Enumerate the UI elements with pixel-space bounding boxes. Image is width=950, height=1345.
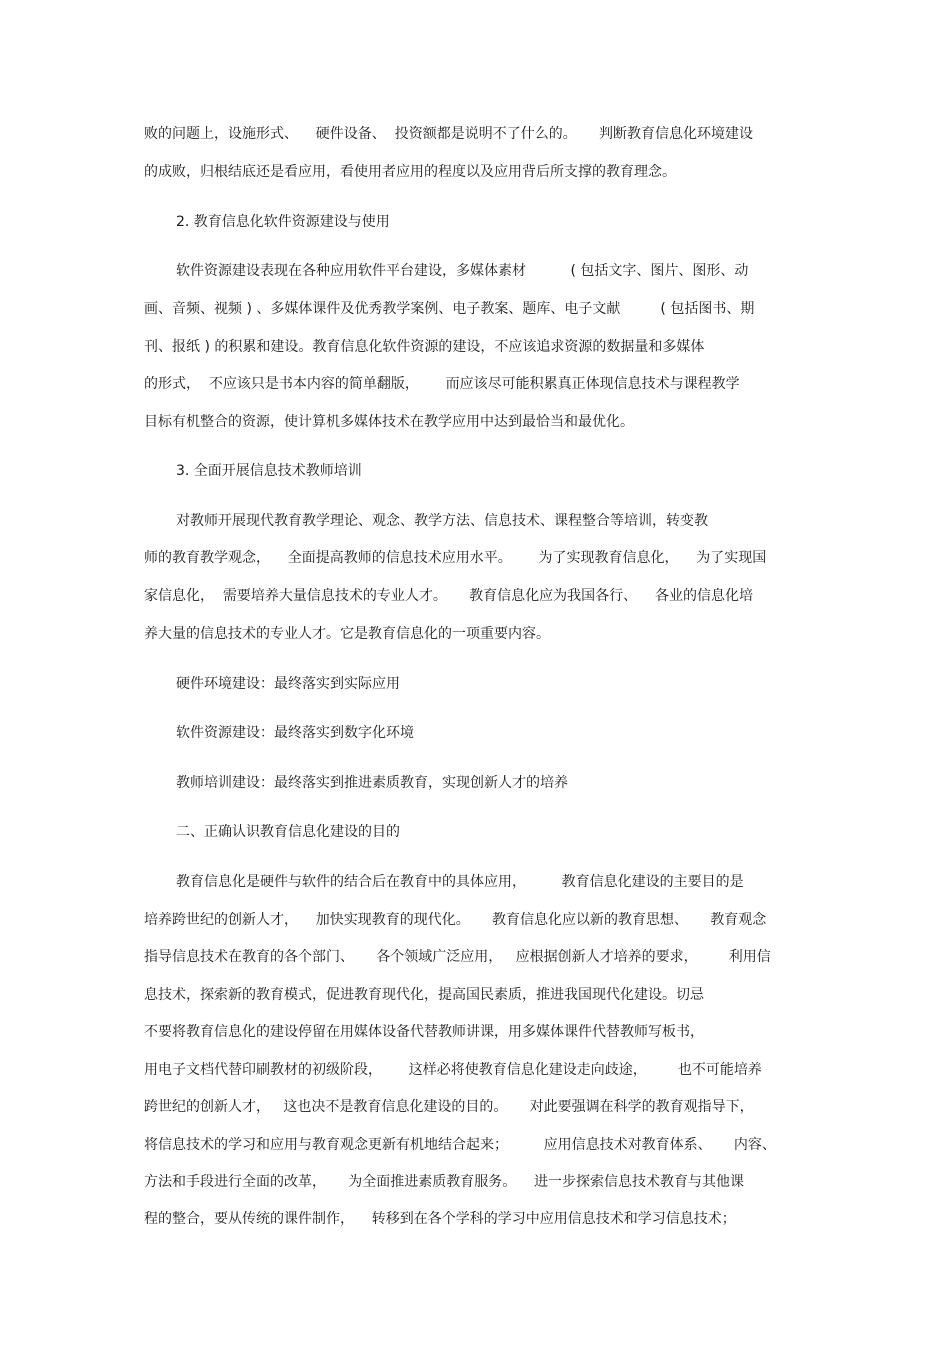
text-line: 方法和手段进行全面的改革， 为全面推进素质教育服务。 进一步探索信息技术教育与其他课 bbox=[144, 1174, 745, 1190]
text-line: 教育信息化是硬件与软件的结合后在教育中的具体应用， 教育信息化建设的主要目的是 bbox=[176, 874, 744, 890]
text-line: 败的问题上，设施形式、 硬件设备、 投资额都是说明不了什么的。 判断教育信息化环境建设 bbox=[144, 126, 753, 142]
text-line: 养大量的信息技术的专业人才。它是教育信息化的一项重要内容。 bbox=[144, 626, 550, 642]
text-line: 培养跨世纪的创新人才， 加快实现教育的现代化。 教育信息化应以新的教育思想、 教育观念 bbox=[144, 912, 767, 928]
text-line: 家信息化， 需要培养大量信息技术的专业人才。 教育信息化应为我国各行、 各业的信息化培 bbox=[144, 588, 753, 604]
section-heading: 二、正确认识教育信息化建设的目的 bbox=[176, 824, 400, 840]
text-line: 画、音频、视频 ) 、多媒体课件及优秀教学案例、电子教案、题库、电子文献 ( 包括图书、期 bbox=[144, 301, 755, 317]
text-line: 的形式， 不应该只是书本内容的简单翻版， 而应该尽可能积累真正体现信息技术与课程教学 bbox=[144, 376, 740, 392]
text-line: 目标有机整合的资源，使计算机多媒体技术在教学应用中达到最恰当和最优化。 bbox=[144, 414, 634, 430]
text-line: 将信息技术的学习和应用与教育观念更新有机地结合起来； 应用信息技术对教育体系、 内容、 bbox=[144, 1137, 776, 1153]
text-line: 刊、报纸 ) 的积累和建设。教育信息化软件资源的建设，不应该追求资源的数据量和多媒体 bbox=[144, 339, 705, 355]
summary-line: 软件资源建设：最终落实到数字化环境 bbox=[176, 725, 414, 741]
text-line: 软件资源建设表现在各种应用软件平台建设，多媒体素材 ( 包括文字、图片、图形、动 bbox=[176, 263, 749, 279]
text-line: 用电子文档代替印刷教材的初级阶段， 这样必将使教育信息化建设走向歧途， 也不可能培养 bbox=[144, 1062, 762, 1078]
text-line: 不要将教育信息化的建设停留在用媒体设备代替教师讲课，用多媒体课件代替教师写板书， bbox=[144, 1024, 704, 1040]
text-line: 程的整合，要从传统的课件制作， 转移到在各个学科的学习中应用信息技术和学习信息技术； bbox=[144, 1211, 736, 1227]
section-heading: 2. 教育信息化软件资源建设与使用 bbox=[176, 214, 390, 230]
text-line: 师的教育教学观念， 全面提高教师的信息技术应用水平。 为了实现教育信息化， 为了实现国 bbox=[144, 550, 767, 566]
summary-line: 教师培训建设：最终落实到推进素质教育，实现创新人才的培养 bbox=[176, 775, 568, 791]
section-heading: 3. 全面开展信息技术教师培训 bbox=[176, 463, 362, 479]
text-line: 息技术，探索新的教育模式，促进教育现代化，提高国民素质，推进我国现代化建设。切忌 bbox=[144, 987, 704, 1003]
text-line: 的成败，归根结底还是看应用，看使用者应用的程度以及应用背后所支撑的教育理念。 bbox=[144, 164, 676, 180]
text-line: 跨世纪的创新人才， 这也决不是教育信息化建设的目的。 对此要强调在科学的教育观指导下， bbox=[144, 1099, 754, 1115]
text-line: 指导信息技术在教育的各个部门、 各个领域广泛应用， 应根据创新人才培养的要求， 利用信 bbox=[144, 949, 771, 965]
text-line: 对教师开展现代教育教学理论、观念、教学方法、信息技术、课程整合等培训，转变教 bbox=[176, 513, 708, 529]
summary-line: 硬件环境建设：最终落实到实际应用 bbox=[176, 676, 400, 692]
